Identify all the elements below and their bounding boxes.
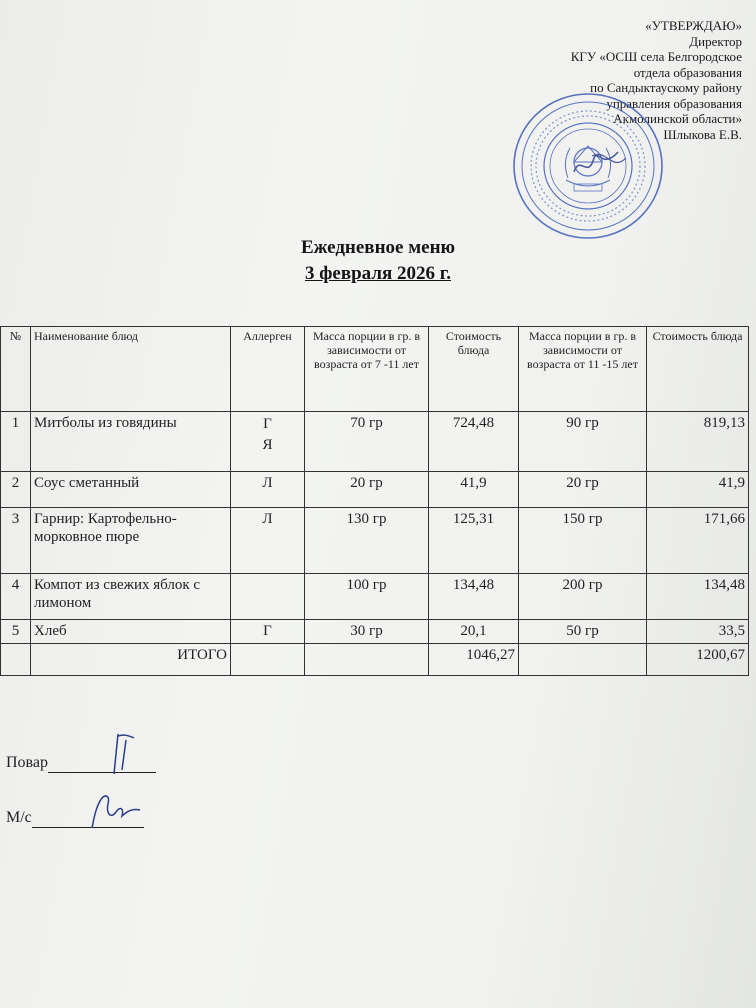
total-cost-1: 1046,27 (429, 644, 519, 676)
row-allergen: Г Я (231, 412, 305, 472)
row-cost-2: 33,5 (647, 620, 749, 644)
row-name: Хлеб (31, 620, 231, 644)
row-mass-1: 70 гр (305, 412, 429, 472)
row-cost-2: 134,48 (647, 574, 749, 620)
row-cost-2: 819,13 (647, 412, 749, 472)
header-cost-2: Стоимость блюда (647, 327, 749, 412)
row-mass-2: 200 гр (519, 574, 647, 620)
row-cost-1: 125,31 (429, 508, 519, 574)
total-empty-cell (231, 644, 305, 676)
row-num: 1 (1, 412, 31, 472)
row-allergen: Л (231, 472, 305, 508)
header-allergen: Аллерген (231, 327, 305, 412)
row-allergen: Л (231, 508, 305, 574)
row-num: 3 (1, 508, 31, 574)
total-cost-2: 1200,67 (647, 644, 749, 676)
approval-line: отдела образования (633, 64, 742, 80)
row-mass-1: 20 гр (305, 472, 429, 508)
cook-label: Повар (6, 754, 48, 771)
approval-line: по Сандыктаускому району (590, 80, 742, 95)
row-name: Компот из свежих яблок с лимоном (31, 574, 231, 620)
row-name: Соус сметанный (31, 472, 231, 508)
table-row (1, 412, 749, 472)
official-stamp-icon (508, 88, 668, 243)
total-empty-cell (519, 644, 647, 676)
cook-signature-icon (100, 730, 140, 778)
row-mass-1: 30 гр (305, 620, 429, 644)
table-row (1, 472, 749, 508)
row-cost-1: 724,48 (429, 412, 519, 472)
approval-line: Директор (689, 33, 742, 49)
approval-line: «УТВЕРЖДАЮ» (645, 18, 742, 33)
total-empty-cell (305, 644, 429, 676)
row-name: Гарнир: Картофельно-морковное пюре (31, 508, 231, 574)
row-mass-2: 20 гр (519, 472, 647, 508)
approval-line: КГУ «ОСШ села Белгородское (570, 49, 742, 64)
page-title: Ежедневное меню (300, 237, 456, 258)
table-row (1, 508, 749, 574)
menu-table (0, 326, 749, 676)
total-label: ИТОГО (31, 644, 231, 676)
row-allergen (231, 574, 305, 620)
row-cost-2: 41,9 (647, 472, 749, 508)
nurse-signature-icon (80, 790, 144, 830)
row-allergen: Г (231, 620, 305, 644)
header-mass-7-11: Масса порции в гр. в зависимости от возраста от 7 -11 лет (305, 327, 429, 412)
row-cost-2: 171,66 (647, 508, 749, 574)
row-mass-1: 100 гр (305, 574, 429, 620)
row-cost-1: 20,1 (429, 620, 519, 644)
row-num: 5 (1, 620, 31, 644)
approval-line: Шлыкова Е.В. (663, 126, 742, 142)
row-name: Митболы из говядины (31, 412, 231, 472)
row-mass-2: 90 гр (519, 412, 647, 472)
table-header-row (1, 327, 749, 412)
menu-date: 3 февраля 2026 г. (305, 263, 451, 284)
approval-line: управления образования (606, 95, 742, 111)
row-cost-1: 41,9 (429, 472, 519, 508)
table-row (1, 620, 749, 644)
nurse-label: М/с (6, 809, 32, 826)
row-cost-1: 134,48 (429, 574, 519, 620)
total-row (1, 644, 749, 676)
row-num: 2 (1, 472, 31, 508)
header-name: Наименование блюд (31, 327, 231, 412)
row-mass-1: 130 гр (305, 508, 429, 574)
row-mass-2: 50 гр (519, 620, 647, 644)
row-num: 4 (1, 574, 31, 620)
header-mass-11-15: Масса порции в гр. в зависимости от возраста от 11 -15 лет (519, 327, 647, 412)
header-num: № (1, 327, 31, 412)
header-cost-1: Стоимость блюда (429, 327, 519, 412)
row-mass-2: 150 гр (519, 508, 647, 574)
total-empty-cell (1, 644, 31, 676)
approval-line: Акмолинской области» (613, 111, 742, 126)
table-row (1, 574, 749, 620)
